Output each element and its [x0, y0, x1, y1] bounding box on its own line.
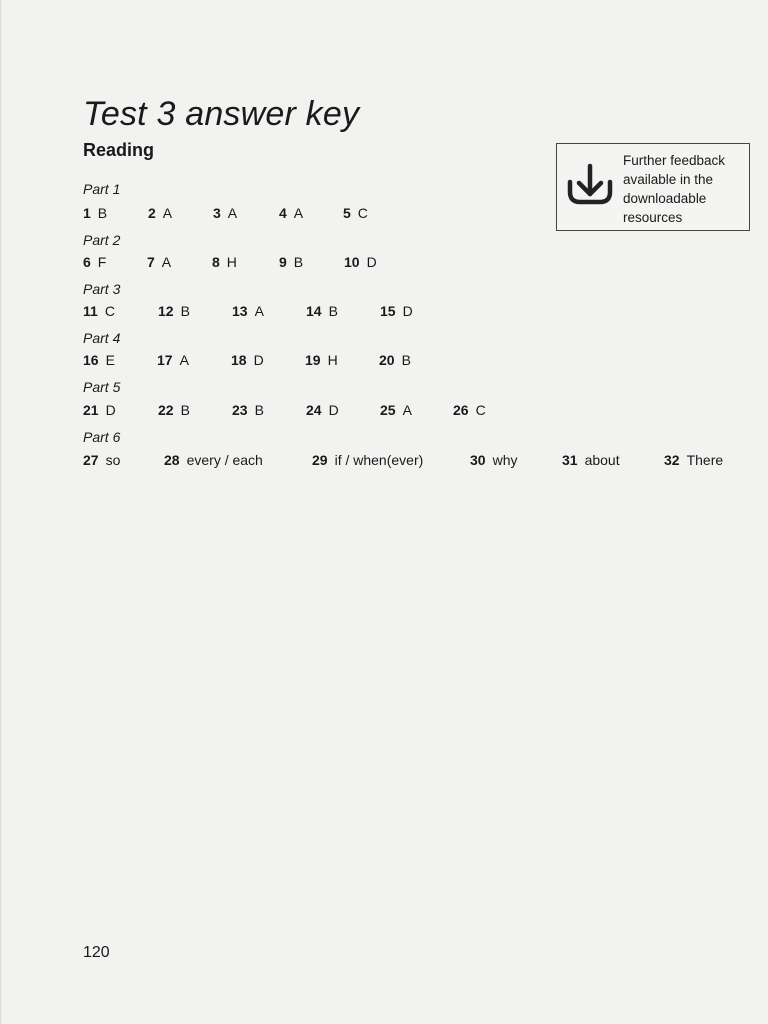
answer-value: B: [328, 303, 338, 319]
feedback-line: Further feedback: [623, 153, 726, 168]
question-number: 29: [312, 452, 328, 468]
answer-item: [158, 402, 190, 418]
question-number: 14: [306, 303, 322, 319]
answer-item: [231, 352, 264, 368]
answer-item: [83, 402, 116, 418]
question-number: 31: [562, 452, 578, 468]
answer-value: E: [105, 352, 115, 368]
answer-value: H: [327, 352, 338, 368]
answer-value: A: [227, 205, 238, 221]
question-number: 16: [83, 352, 99, 368]
answer-value: D: [253, 352, 264, 368]
question-number: 30: [470, 452, 486, 468]
answer-value: C: [475, 402, 486, 418]
answer-value: if / when(ever): [334, 452, 424, 468]
answer-item: [158, 303, 190, 319]
answer-item: [470, 452, 517, 468]
question-number: 8: [212, 254, 220, 270]
answer-item: [453, 402, 486, 418]
question-number: 24: [306, 402, 322, 418]
answer-item: [164, 452, 263, 468]
feedback-line: available in the: [623, 172, 714, 187]
question-number: 17: [157, 352, 173, 368]
feedback-line: downloadable: [623, 191, 707, 206]
answer-value: A: [162, 205, 173, 221]
answer-item: [148, 205, 172, 221]
answer-value: A: [179, 352, 189, 368]
answer-value: about: [584, 452, 620, 468]
section-heading: Reading: [83, 140, 155, 160]
answer-value: B: [401, 352, 411, 368]
answer-item: [83, 452, 120, 468]
answer-item: [83, 205, 107, 221]
answer-item: [157, 352, 189, 368]
feedback-line: resources: [623, 210, 683, 225]
page-title: Test 3 answer key: [83, 94, 360, 133]
part-label: Part 2: [83, 232, 121, 248]
answer-item: [212, 254, 237, 270]
part-label: Part 5: [83, 379, 121, 395]
answer-item: [312, 452, 423, 468]
answer-item: [306, 402, 339, 418]
answer-value: D: [402, 303, 413, 319]
part-label: Part 4: [83, 330, 121, 346]
answer-item: [305, 352, 338, 368]
question-number: 5: [343, 205, 351, 221]
question-number: 15: [380, 303, 396, 319]
question-number: 6: [83, 254, 91, 270]
page-number: 120: [83, 944, 110, 961]
question-number: 13: [232, 303, 248, 319]
answer-row: [0, 402, 768, 422]
feedback-box: [556, 143, 750, 231]
answer-value: There: [686, 452, 724, 468]
answer-row: [0, 303, 768, 323]
answer-value: D: [366, 254, 377, 270]
answer-item: [279, 205, 303, 221]
answer-value: B: [97, 205, 108, 221]
question-number: 21: [83, 402, 99, 418]
answer-item: [279, 254, 303, 270]
answer-item: [147, 254, 171, 270]
answer-item: [380, 402, 412, 418]
question-number: 11: [83, 303, 98, 319]
question-number: 18: [231, 352, 247, 368]
answer-item: [232, 402, 264, 418]
answer-value: B: [293, 254, 304, 270]
answer-item: [344, 254, 377, 270]
answer-item: [83, 254, 106, 270]
answer-item: [343, 205, 368, 221]
answer-value: A: [161, 254, 172, 270]
question-number: 28: [164, 452, 180, 468]
answer-value: C: [104, 303, 115, 319]
answer-row: [0, 254, 768, 274]
question-number: 9: [279, 254, 287, 270]
question-number: 27: [83, 452, 99, 468]
question-number: 3: [213, 205, 221, 221]
answer-value: D: [328, 402, 339, 418]
part-label: Part 3: [83, 281, 121, 297]
question-number: 32: [664, 452, 680, 468]
answer-item: [306, 303, 338, 319]
answer-row: [0, 352, 768, 372]
answer-item: [83, 352, 115, 368]
answer-value: B: [180, 402, 190, 418]
answer-item: [213, 205, 237, 221]
question-number: 10: [344, 254, 360, 270]
question-number: 7: [147, 254, 155, 270]
answer-item: [232, 303, 264, 319]
question-number: 26: [453, 402, 469, 418]
question-number: 23: [232, 402, 248, 418]
answer-value: why: [492, 452, 518, 468]
answer-value: F: [97, 254, 107, 270]
answer-value: A: [254, 303, 264, 319]
question-number: 12: [158, 303, 174, 319]
question-number: 2: [148, 205, 156, 221]
answer-row: [0, 452, 768, 472]
answer-value: H: [226, 254, 237, 270]
answer-value: every / each: [186, 452, 263, 468]
answer-item: [664, 452, 723, 468]
answer-value: D: [105, 402, 116, 418]
answer-value: C: [357, 205, 368, 221]
question-number: 19: [305, 352, 321, 368]
question-number: 4: [279, 205, 287, 221]
question-number: 20: [379, 352, 395, 368]
answer-value: A: [293, 205, 304, 221]
answer-item: [380, 303, 413, 319]
question-number: 1: [83, 205, 91, 221]
page-edge-shadow: [0, 0, 2, 1024]
answer-item: [83, 303, 115, 319]
question-number: 25: [380, 402, 396, 418]
part-label: Part 1: [83, 181, 121, 197]
answer-value: A: [402, 402, 412, 418]
feedback-text: [623, 151, 747, 227]
answer-item: [562, 452, 620, 468]
answer-value: B: [180, 303, 190, 319]
answer-value: so: [105, 452, 121, 468]
download-icon: [565, 162, 615, 212]
question-number: 22: [158, 402, 174, 418]
answer-item: [379, 352, 411, 368]
part-label: Part 6: [83, 429, 121, 445]
answer-value: B: [254, 402, 264, 418]
